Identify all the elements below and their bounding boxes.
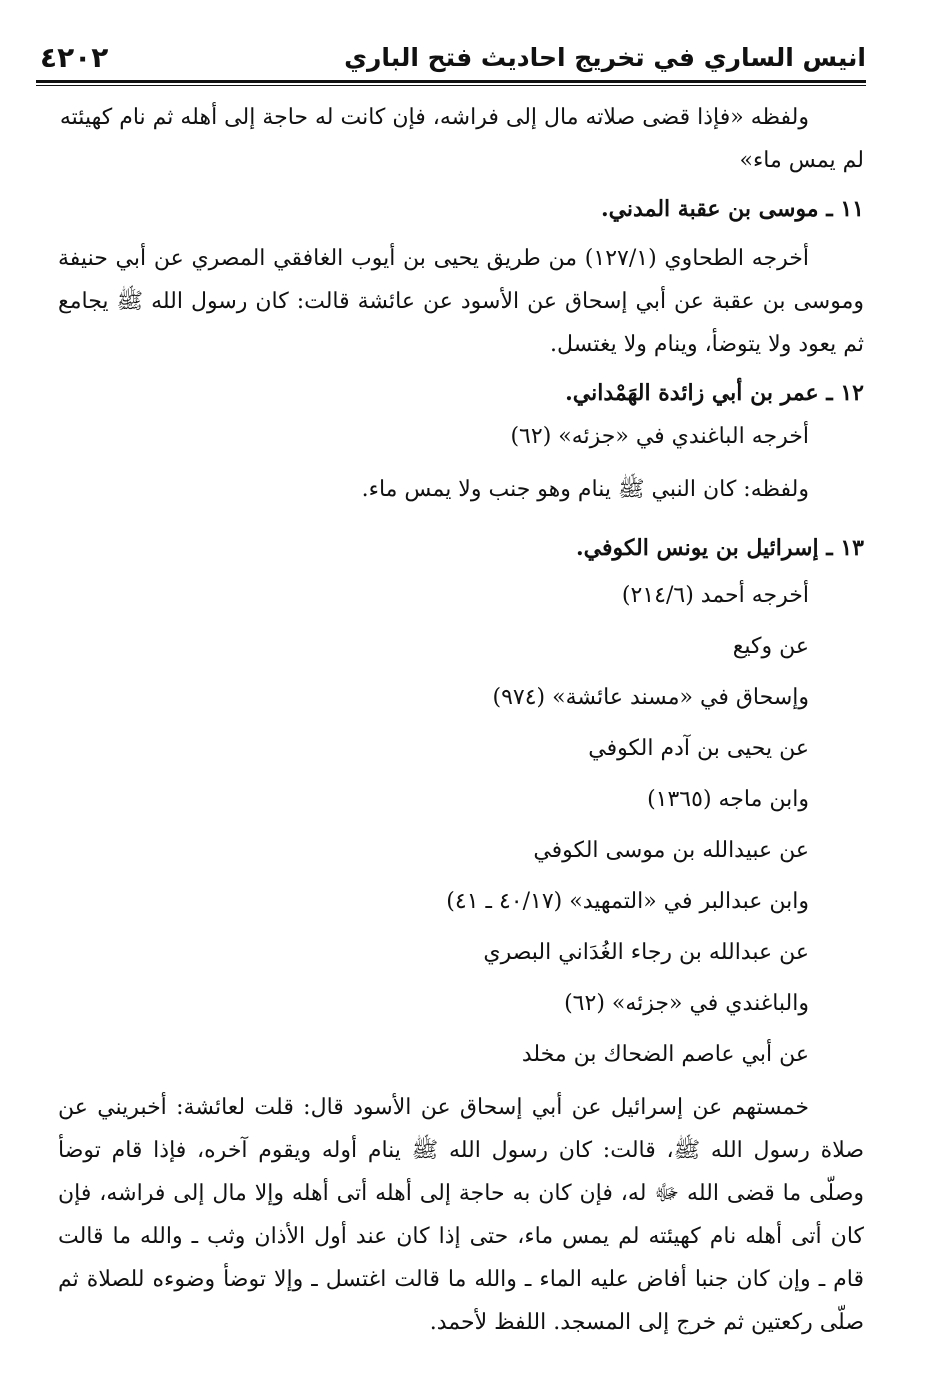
- page-number: ٤٢٠٢: [40, 40, 109, 74]
- item-13-line: عن أبي عاصم الضحاك بن مخلد: [521, 1042, 809, 1067]
- item-13-line: وإسحاق في «مسند عائشة» (٩٧٤): [492, 685, 809, 710]
- item-12-title: ١٢ ـ عمر بن أبي زائدة الهَمْداني.: [565, 380, 864, 406]
- page-header: [40, 34, 866, 80]
- item-12-source: أخرجه الباغندي في «جزئه» (٦٢): [510, 424, 809, 449]
- item-13-line: والباغندي في «جزئه» (٦٢): [564, 991, 809, 1016]
- item-13-line: أخرجه أحمد (٢١٤/٦): [621, 583, 809, 608]
- header-rule-thin: [36, 85, 866, 86]
- item-13-line: وابن عبدالبر في «التمهيد» (٤٠/١٧ ـ ٤١): [446, 889, 809, 914]
- item-13-line: وابن ماجه (١٣٦٥): [647, 787, 809, 812]
- item-13-line: عن يحيى بن آدم الكوفي: [588, 736, 809, 761]
- header-rule: [36, 80, 866, 83]
- final-paragraph: خمستهم عن إسرائيل عن أبي إسحاق عن الأسود قال: قلت لعائشة: أخبريني عن صلاة رسول الله ﷺ، قالت: كان رسول الله ﷺ ينام أوله ويقوم آخره، فإذا قام توضأ وصلّى ما قضى الله ﷻ له، فإن كان به حاجة إلى أهله أتى أهله وإلا مال إلى فراشه، فإن كان أتى أهله نام كهيئته لم يمس ماء، حتى إذا كان عند أول الأذان وثب ـ والله ما قالت قام ـ وإن كان جنبا أفاض عليه الماء ـ والله ما قالت اغتسل ـ وإلا توضأ وضوءه للصلاة ثم صلّى ركعتين ثم خرج إلى المسجد. اللفظ لأحمد.: [58, 1095, 864, 1335]
- item-13-title: ١٣ ـ إسرائيل بن يونس الكوفي.: [576, 535, 864, 561]
- intro-line-2: لم يمس ماء»: [739, 148, 864, 173]
- item-12-wording: ولفظه: كان النبي ﷺ ينام وهو جنب ولا يمس ماء.: [361, 477, 809, 502]
- item-11-title: ١١ ـ موسى بن عقبة المدني.: [600, 196, 864, 222]
- item-13-line: عن عبيدالله بن موسى الكوفي: [533, 838, 809, 863]
- item-13-line: عن عبدالله بن رجاء الغُدَاني البصري: [483, 940, 809, 965]
- page-body: [58, 96, 864, 1344]
- item-11-text: أخرجه الطحاوي (١٢٧/١) من طريق يحيى بن أيوب الغافقي المصري عن أبي حنيفة وموسى بن عقبة عن أبي إسحاق عن الأسود عن عائشة قالت: كان رسول الله ﷺ يجامع ثم يعود ولا يتوضأ، وينام ولا يغتسل.: [58, 246, 864, 357]
- item-13-line: عن وكيع: [732, 634, 809, 659]
- intro-line-1: ولفظه «فإذا قضى صلاته مال إلى فراشه، فإن كانت له حاجة إلى أهله ثم نام كهيئته: [59, 105, 809, 130]
- book-title: انيس الساري في تخريج احاديث فتح الباري: [344, 42, 866, 72]
